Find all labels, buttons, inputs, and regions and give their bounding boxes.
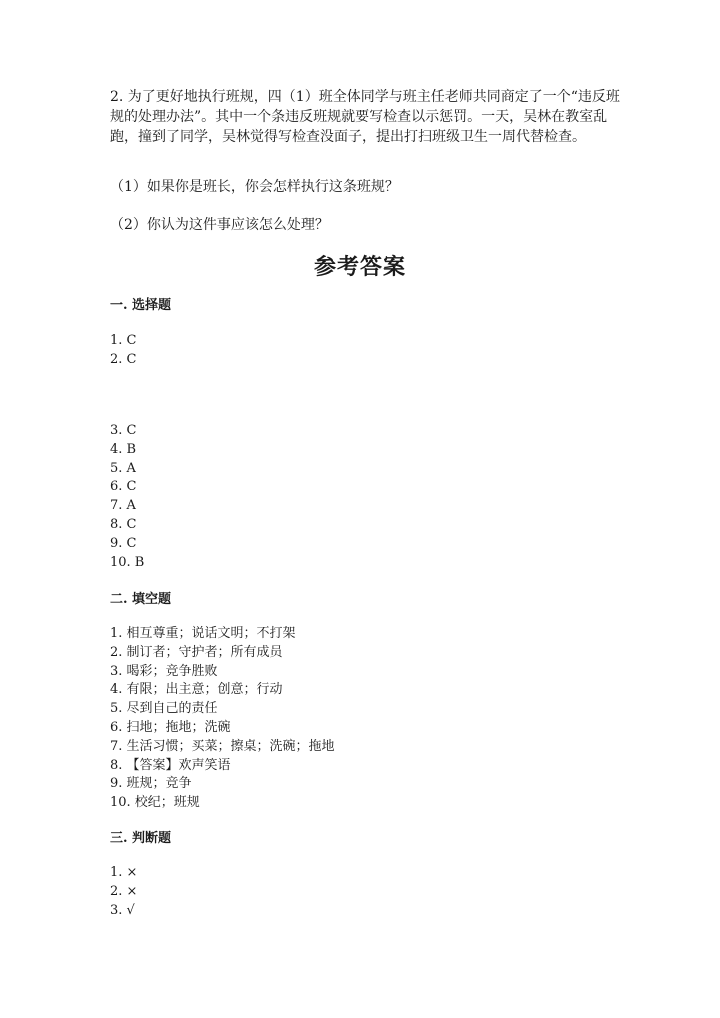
question-2-text: 2. 为了更好地执行班规，四（1）班全体同学与班主任老师共同商定了一个“违反班规的处理办法”。其中一个条违反班规就要写检查以示惩罚。一天，吴林在教室乱跑，撞到了同学，吴林觉得写检查没面子，提出打扫班级卫生一周代替检查。 [110, 89, 620, 145]
list-item: 8. 【答案】欢声笑语 [110, 757, 231, 773]
sub-question-2: （2）你认为这件事应该怎么处理？ [110, 217, 329, 233]
list-item: 6. 扫地；拖地；洗碗 [110, 719, 231, 735]
list-item: 2. × [110, 883, 138, 899]
list-item: 9. C [110, 535, 137, 551]
list-item: 7. A [110, 498, 136, 514]
list-item: 1. × [110, 865, 138, 880]
sub-question-1: （1）如果你是班长，你会怎样执行这条班规？ [110, 179, 399, 195]
section-heading-fill-blank: 二. 填空题 [110, 592, 172, 607]
section-heading-choice: 一. 选择题 [110, 298, 172, 313]
choice-answer-list [110, 332, 136, 370]
list-item: 3. √ [110, 902, 135, 918]
list-item: 4. 有限；出主意；创意；行动 [110, 682, 283, 698]
list-item: 6. C [110, 479, 137, 495]
list-item: 8. C [110, 516, 137, 532]
section-heading-true-false: 三. 判断题 [110, 831, 172, 846]
list-item: 10. 校纪；班规 [110, 795, 200, 811]
answer-key-title: 参考答案 [313, 254, 406, 280]
list-item: 9. 班规；竞争 [110, 776, 192, 792]
list-item: 4. B [110, 441, 137, 457]
list-item: 3. 喝彩；竞争胜败 [110, 663, 218, 679]
choice-answer-list-continued [110, 422, 144, 572]
list-item: 2. 制订者；守护者；所有成员 [110, 644, 283, 660]
list-item: 5. 尽到自己的责任 [110, 701, 218, 717]
list-item: 2. C [110, 351, 137, 367]
fill-blank-answer-list [110, 625, 335, 813]
list-item: 1. C [110, 333, 137, 348]
true-false-answer-list [110, 864, 137, 920]
list-item: 10. B [110, 554, 145, 570]
list-item: 5. A [110, 460, 136, 476]
list-item: 3. C [110, 423, 137, 438]
list-item: 1. 相互尊重；说话文明；不打架 [110, 626, 296, 641]
list-item: 7. 生活习惯；买菜；擦桌；洗碗；拖地 [110, 738, 335, 754]
